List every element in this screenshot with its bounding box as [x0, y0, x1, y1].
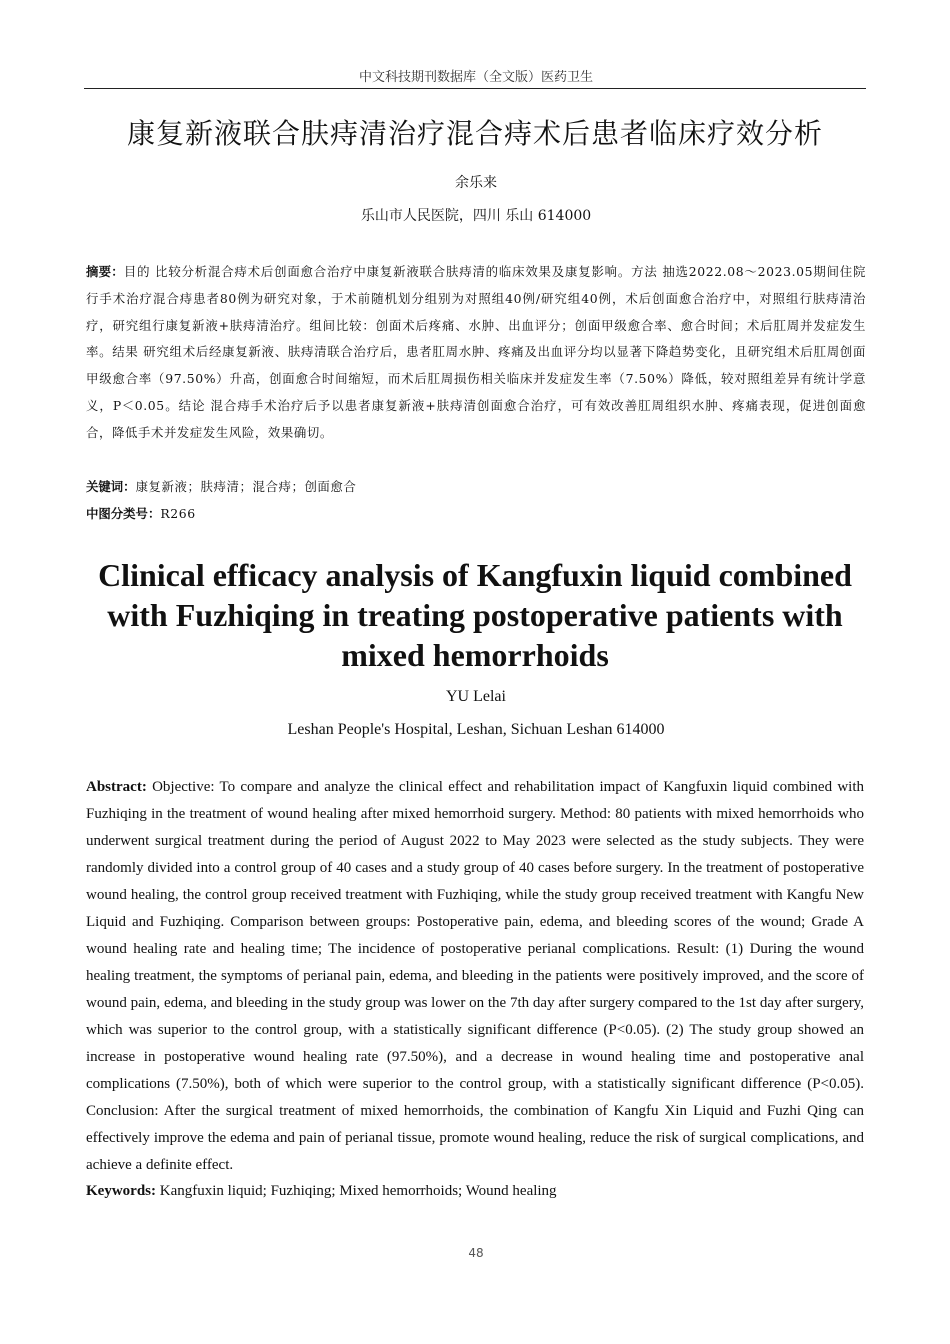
- header-divider: [84, 88, 866, 89]
- page-number: 48: [468, 1246, 484, 1260]
- chinese-affiliation: 乐山市人民医院，四川 乐山 614000: [360, 208, 592, 224]
- chinese-classification: [86, 504, 866, 522]
- chinese-abstract-text: 目的 比较分析混合痔术后创面愈合治疗中康复新液联合肤痔清的临床效果及康复影响。方法 抽选2022.08～2023.05期间住院行手术治疗混合痔患者80例为研究对象，于术前随机划分组别为对照组40例/研究组40例，术后创面愈合治疗中，对照组行肤痔清治疗，研究组行康复新液+肤痔清治疗。组间比较：创面术后疼痛、水肿、出血评分；创面甲级愈合率、愈合时间；术后肛周并发症发生率。结果 研究组术后经康复新液、肤痔清联合治疗后，患者肛周水肿、疼痛及出血评分均以显著下降趋势变化，且研究组术后肛周创面甲级愈合率（97.50%）升高，创面愈合时间缩短，而术后肛周损伤相关临床并发症发生率（7.50%）降低，较对照组差异有统计学意义，P＜0.05。结论 混合痔手术治疗后予以患者康复新液+肤痔清创面愈合治疗，可有效改善肛周组织水肿、疼痛表现，促进创面愈合，降低手术并发症发生风险，效果确切。: [86, 264, 867, 440]
- chinese-classification-label: 中图分类号：: [86, 506, 161, 521]
- english-affiliation: Leshan People's Hospital, Leshan, Sichuan Leshan 614000: [287, 721, 665, 738]
- english-abstract: [86, 774, 864, 1179]
- chinese-keywords: [86, 477, 866, 495]
- chinese-keywords-label: 关键词：: [86, 479, 136, 494]
- chinese-keywords-text: 康复新液；肤痔清；混合痔；创面愈合: [135, 479, 357, 494]
- chinese-author: 余乐来: [455, 175, 497, 191]
- chinese-title: 康复新液联合肤痔清治疗混合痔术后患者临床疗效分析: [126, 117, 823, 150]
- english-keywords-text: Kangfuxin liquid; Fuzhiqing; Mixed hemorrhoids; Wound healing: [159, 1183, 557, 1199]
- english-abstract-text: Objective: To compare and analyze the clinical effect and rehabilitation impact of Kangfuxin liquid combined with Fuzhiqing in the treatment of wound healing after mixed hemorrhoid surgery. Method: 80 patients with mixed hemorrhoids who underwent surgical treatment during the period of August 2022 to May 2023 were selected as the study subjects. They were randomly divided into a control group of 40 cases and a study group of 40 cases before surgery. In the treatment of postoperative wound healing, the control group received treatment with Fuzhiqing, while the study group received treatment with Kangfu New Liquid and Fuzhiqing. Comparison between groups: Postoperative pain, edema, and bleeding scores of the wound; Grade A wound healing rate and healing time; The incidence of postoperative perianal complications. Result: (1) During the wound healing treatment, the symptoms of perianal pain, edema, and bleeding in the patients were positively improved, and the score of wound pain, edema, and bleeding in the study group was lower on the 7th day after surgery compared to the 1st day after surgery, which was superior to the control group, with a statistically significant difference (P<0.05). (2) The study group showed an increase in postoperative wound healing rate (97.50%), and a decrease in wound healing time and postoperative anal complications (7.50%), both of which were superior to the control group, with a statistically significant difference (P<0.05). Conclusion: After the surgical treatment of mixed hemorrhoids, the combination of Kangfu Xin Liquid and Fuzhi Qing can effectively improve the edema and pain of perianal tissue, promote wound healing, reduce the risk of surgical complications, and achieve a definite effect.: [86, 779, 864, 1173]
- english-abstract-label: Abstract:: [86, 779, 147, 795]
- chinese-classification-code: R266: [160, 506, 196, 521]
- english-title: Clinical efficacy analysis of Kangfuxin liquid combined with Fuzhiqing in treating postoperative patients with mixed hemorrhoids: [98, 557, 852, 673]
- chinese-abstract: [86, 259, 866, 447]
- english-keywords: [86, 1183, 866, 1200]
- english-author: YU Lelai: [446, 688, 506, 705]
- running-head: 中文科技期刊数据库（全文版）医药卫生: [358, 70, 593, 85]
- english-keywords-label: Keywords:: [86, 1183, 156, 1199]
- chinese-abstract-label: 摘要：: [86, 264, 124, 279]
